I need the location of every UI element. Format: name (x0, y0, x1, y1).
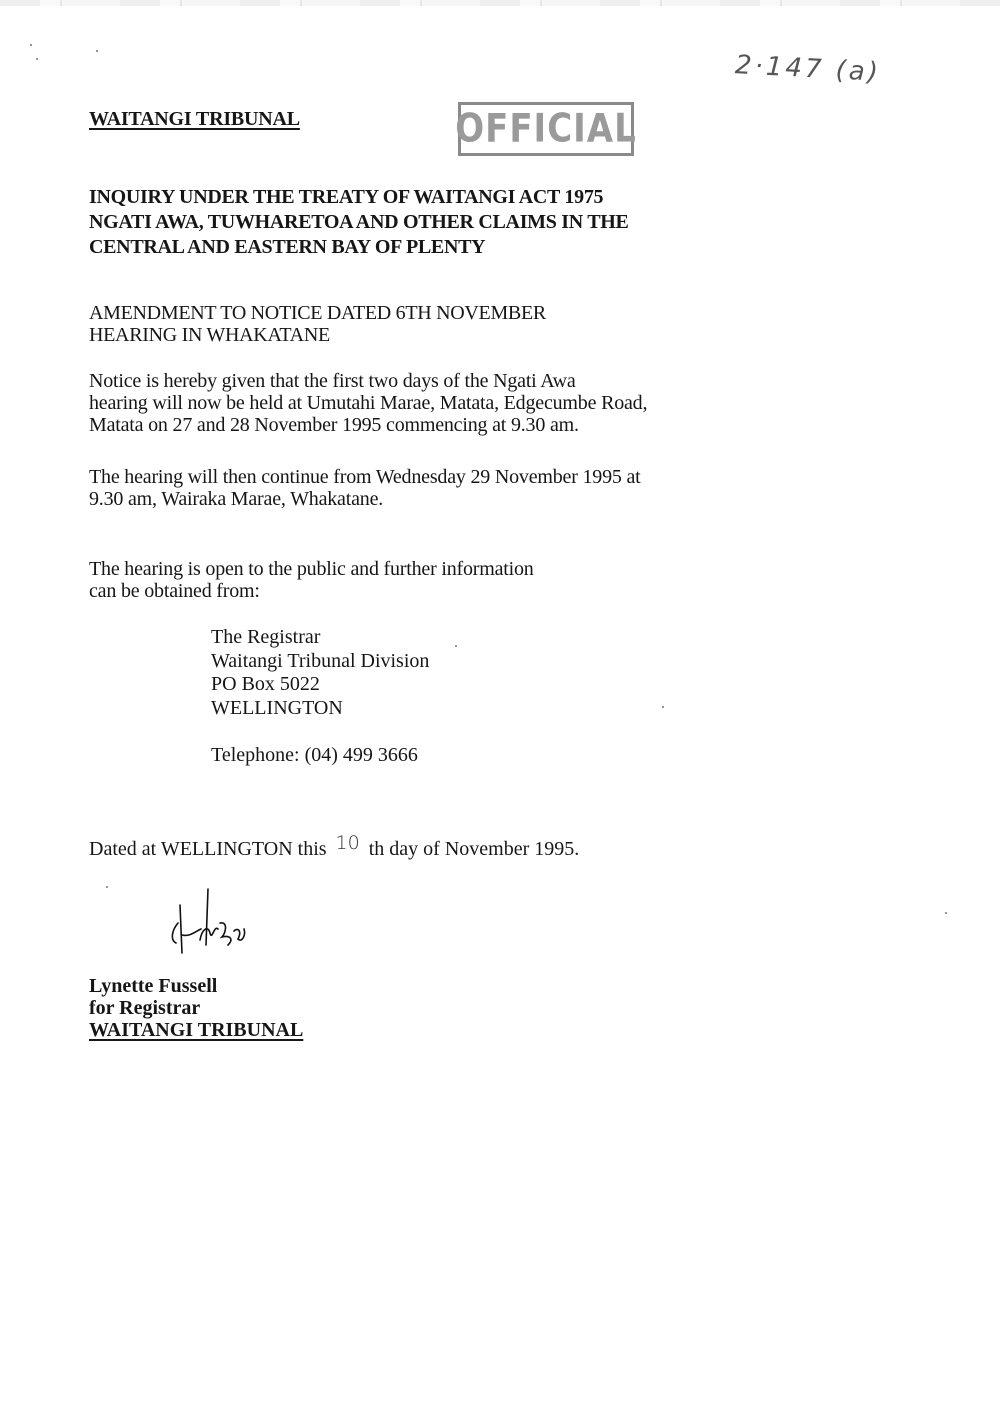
signature (168, 885, 288, 955)
inquiry-line: NGATI AWA, TUWHARETOA AND OTHER CLAIMS IN THE (89, 211, 629, 233)
signatory-name: Lynette Fussell (89, 975, 218, 997)
header-title: WAITANGI TRIBUNAL (89, 108, 300, 130)
address-line: WELLINGTON (211, 696, 343, 719)
public-info-paragraph (89, 558, 534, 602)
scan-speck (96, 50, 98, 52)
signatory-block (89, 975, 303, 1041)
scan-speck (945, 912, 947, 914)
dated-suffix: th day of November 1995. (368, 838, 580, 860)
handwritten-day: 10 (335, 832, 360, 854)
paragraph-line: Notice is hereby given that the first two days of the Ngati Awa (89, 370, 576, 392)
notice-paragraph (89, 370, 647, 436)
paragraph-line: hearing will now be held at Umutahi Marae, Matata, Edgecumbe Road, (89, 392, 648, 414)
address-line: Waitangi Tribunal Division (211, 649, 430, 672)
dated-prefix: Dated at WELLINGTON this (89, 838, 327, 860)
continuation-paragraph (89, 466, 641, 510)
signature-scribble-icon (168, 885, 288, 955)
official-stamp-text: OFFICIAL (455, 106, 637, 152)
handwritten-reference-number: 2·147 (a) (734, 50, 882, 88)
paragraph-line: 9.30 am, Wairaka Marae, Whakatane. (89, 488, 384, 510)
amendment-line: AMENDMENT TO NOTICE DATED 6TH NOVEMBER (89, 302, 546, 324)
inquiry-line: CENTRAL AND EASTERN BAY OF PLENTY (89, 236, 486, 258)
registrar-address (211, 626, 429, 720)
signatory-organisation: WAITANGI TRIBUNAL (89, 1019, 304, 1041)
paragraph-line: can be obtained from: (89, 580, 260, 602)
scan-speck (455, 645, 457, 647)
scan-speck (106, 886, 108, 888)
address-line: PO Box 5022 (211, 673, 320, 695)
scan-speck (30, 44, 32, 46)
amendment-line: HEARING IN WHAKATANE (89, 324, 330, 346)
dated-line (89, 832, 580, 861)
signatory-role: for Registrar (89, 997, 201, 1019)
paragraph-line: The hearing will then continue from Wednesday 29 November 1995 at (89, 466, 641, 488)
inquiry-heading (89, 185, 629, 260)
paragraph-line: The hearing is open to the public and further information (89, 558, 534, 580)
scan-top-edge (0, 0, 1000, 6)
scan-speck (662, 706, 664, 708)
telephone-number: Telephone: (04) 499 3666 (211, 744, 418, 766)
paragraph-line: Matata on 27 and 28 November 1995 commencing at 9.30 am. (89, 414, 579, 436)
address-line: The Registrar (211, 626, 321, 648)
scan-speck (36, 58, 38, 60)
inquiry-line: INQUIRY UNDER THE TREATY OF WAITANGI ACT 1975 (89, 186, 604, 208)
amendment-heading (89, 302, 546, 346)
official-stamp (455, 102, 637, 156)
